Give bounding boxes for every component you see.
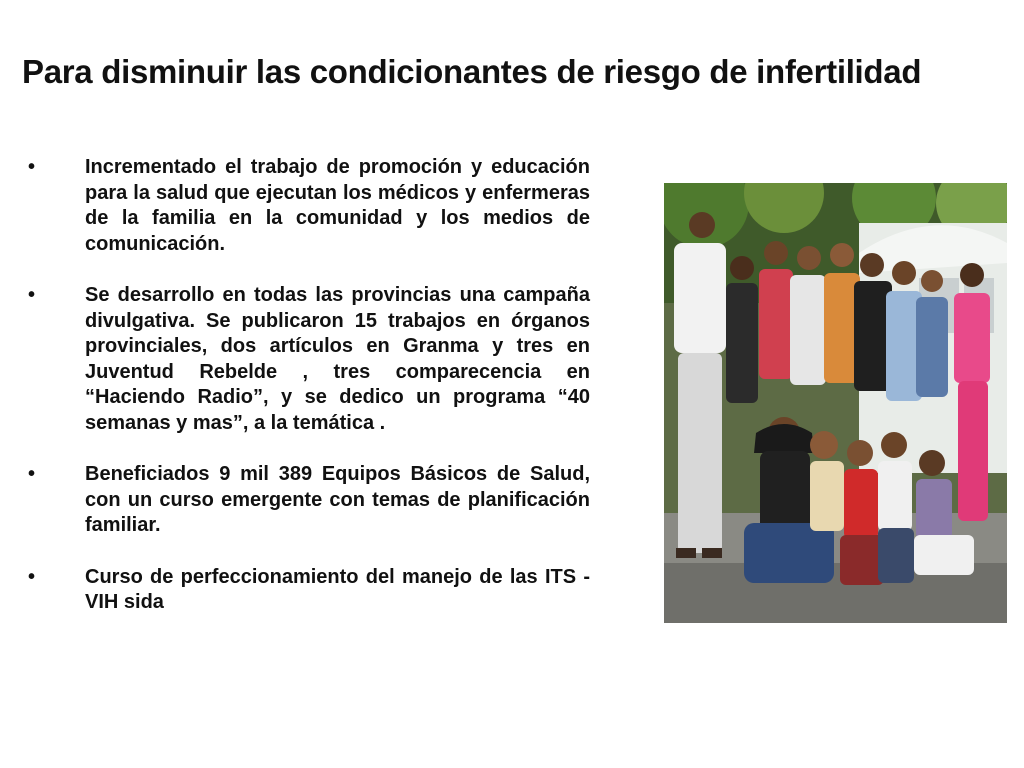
group-photo bbox=[664, 183, 1007, 623]
bullet-item bbox=[28, 565, 590, 616]
bullet-text: Beneficiados 9 mil 389 Equipos Básicos de Salud, con un curso emergente con temas de planificación familiar. bbox=[85, 463, 590, 536]
bullet-list bbox=[28, 155, 590, 616]
slide-title: Para disminuir las condicionantes de riesgo de infertilidad bbox=[22, 53, 922, 90]
bullet-item bbox=[28, 283, 590, 436]
bullet-marker: • bbox=[28, 565, 36, 588]
bullet-item bbox=[28, 462, 590, 539]
bullet-item bbox=[28, 155, 590, 257]
bullet-marker: • bbox=[28, 156, 36, 178]
bullet-text: Incrementado el trabajo de promoción y educación para la salud que ejecutan los médicos y enfermeras de la familia en la comunidad y los medios de comunicación. bbox=[85, 156, 590, 255]
bullet-marker: • bbox=[28, 463, 36, 485]
bullet-text: Curso de perfeccionamiento del manejo de las ITS -VIH sida bbox=[85, 565, 590, 613]
bullet-marker: • bbox=[28, 284, 36, 306]
group-photo-illustration bbox=[664, 183, 1007, 623]
bullet-text: Se desarrollo en todas las provincias una campaña divulgativa. Se publicaron 15 trabajos en órganos provinciales, dos artículos en Granma y tres en Juventud Rebelde , tres comparecencia en “Haciendo Radio”, y se dedico un programa “40 semanas y mas”, a la temática . bbox=[85, 284, 590, 434]
